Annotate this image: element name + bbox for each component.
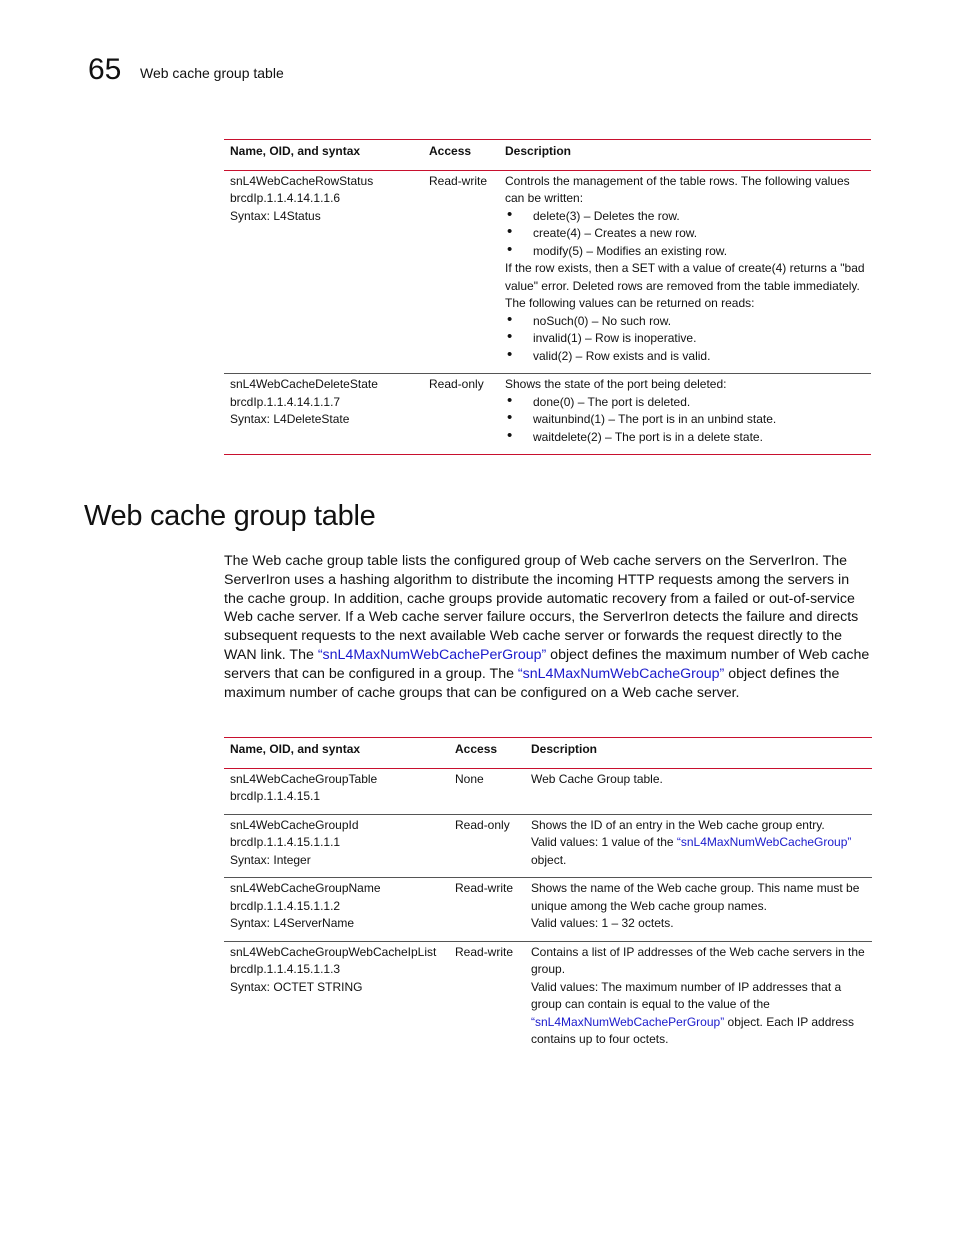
access-cell: Read-only xyxy=(455,817,510,832)
table-row xyxy=(224,768,872,814)
valid-values-text: object. xyxy=(531,852,567,867)
object-syntax: Syntax: L4ServerName xyxy=(230,916,355,930)
object-name-cell xyxy=(224,374,423,455)
list-item: • invalid(1) – Row is inoperative. xyxy=(505,330,865,348)
object-syntax: Syntax: L4DeleteState xyxy=(230,412,350,426)
object-name: snL4WebCacheGroupName xyxy=(230,881,381,895)
table-row xyxy=(224,170,871,374)
object-oid: brcdIp.1.1.4.15.1.1.2 xyxy=(230,898,341,913)
list-item: • create(4) – Creates a new row. xyxy=(505,225,865,243)
description-text: Shows the state of the port being deleted: xyxy=(505,377,727,391)
paragraph-text: The Web cache group table lists the configured group of Web cache servers on the ServerIron. The ServerIron uses a hashing algorithm to distribute the incoming HTTP requests among the servers in the cache group. In addition, cache groups provide automatic recovery from a failed or out-of-service Web cache server. If a Web cache server failure occurs, the ServerIron detects the failure and directs subsequent requests to the next available Web cache server or forwards the request directly to the WAN link. The xyxy=(224,553,859,663)
object-oid: brcdIp.1.1.4.15.1 xyxy=(230,789,321,803)
object-oid: brcdIp.1.1.4.15.1.1.3 xyxy=(230,962,341,976)
object-name-cell xyxy=(224,941,449,1057)
access-cell: Read-write xyxy=(429,173,488,188)
table-row xyxy=(224,814,872,878)
list-item: • valid(2) – Row exists and is valid. xyxy=(505,348,865,366)
description-cell xyxy=(525,814,872,878)
object-name: snL4WebCacheDeleteState xyxy=(230,377,378,391)
object-syntax: Syntax: OCTET STRING xyxy=(230,979,363,994)
column-header-name: Name, OID, and syntax xyxy=(230,742,361,756)
link-max-per-group[interactable]: “snL4MaxNumWebCachePerGroup” xyxy=(317,646,547,663)
running-header-title: Web cache group table xyxy=(140,65,284,81)
bullet-list xyxy=(505,313,865,366)
description-text: Shows the ID of an entry in the Web cache group entry. xyxy=(531,817,825,832)
description-text: Shows the name of the Web cache group. This name must be unique among the Web cache group names. xyxy=(531,881,860,913)
list-item: • waitdelete(2) – The port is in a delete state. xyxy=(505,429,865,447)
object-name-cell xyxy=(224,878,449,942)
valid-values-text: Valid values: 1 value of the xyxy=(531,835,677,849)
description-cell xyxy=(499,374,871,455)
valid-values xyxy=(531,979,866,1049)
valid-values xyxy=(531,834,866,869)
list-item: • done(0) – The port is deleted. xyxy=(505,394,865,412)
paragraph-text: object defines the maximum number of Web cache servers that can be configured in a group. The xyxy=(224,646,870,682)
object-name: snL4WebCacheGroupWebCacheIpList xyxy=(230,944,437,959)
object-name: snL4WebCacheGroupId xyxy=(230,817,359,832)
object-oid: brcdIp.1.1.4.14.1.1.6 xyxy=(230,191,341,205)
object-oid: brcdIp.1.1.4.14.1.1.7 xyxy=(230,394,341,409)
bullet-list xyxy=(505,208,865,261)
object-name: snL4WebCacheGroupTable xyxy=(230,771,378,786)
valid-values-text: object. Each IP address contains up to four octets. xyxy=(531,1014,855,1046)
table-header-row xyxy=(224,738,872,769)
link-max-group[interactable]: “snL4MaxNumWebCacheGroup” xyxy=(676,835,852,849)
column-header-access: Access xyxy=(429,144,472,158)
description-cell xyxy=(525,941,872,1057)
column-header-name: Name, OID, and syntax xyxy=(230,144,361,158)
table-row xyxy=(224,374,871,455)
access-cell: Read-only xyxy=(429,377,484,391)
object-name-cell xyxy=(224,170,423,374)
link-max-per-group[interactable]: “snL4MaxNumWebCachePerGroup” xyxy=(531,1014,725,1029)
valid-values-text: Valid values: The maximum number of IP addresses that a group can contain is equal to the value of the xyxy=(531,979,842,1011)
access-cell: Read-write xyxy=(455,944,514,959)
description-cell: Web Cache Group table. xyxy=(531,771,663,786)
valid-values: Valid values: 1 – 32 octets. xyxy=(531,916,674,930)
section-paragraph xyxy=(224,552,872,702)
column-header-access: Access xyxy=(455,742,498,756)
table-row xyxy=(224,878,872,942)
table-header-row xyxy=(224,140,871,171)
chapter-number: 65 xyxy=(88,53,122,86)
access-cell: Read-write xyxy=(455,881,514,895)
description-cell xyxy=(499,170,871,374)
bullet-list xyxy=(505,394,865,447)
description-text: Contains a list of IP addresses of the Web cache servers in the group. xyxy=(531,944,865,976)
object-name-cell xyxy=(224,814,449,878)
list-item: • modify(5) – Modifies an existing row. xyxy=(505,243,865,261)
object-oid: brcdIp.1.1.4.15.1.1.1 xyxy=(230,835,341,849)
description-text: Controls the management of the table rows. The following values can be written: xyxy=(505,173,850,205)
list-item: • waitunbind(1) – The port is in an unbind state. xyxy=(505,411,865,429)
list-item: • delete(3) – Deletes the row. xyxy=(505,208,865,226)
table-row xyxy=(224,941,872,1057)
access-cell: None xyxy=(455,771,484,786)
description-note: If the row exists, then a SET with a value of create(4) returns a "bad value" error. Deleted rows are removed from the table immediately. xyxy=(505,261,865,293)
mib-table-webcache xyxy=(224,139,871,455)
paragraph-text: object defines the maximum number of cache groups that can be configured on a Web cache server. xyxy=(224,665,840,701)
object-name-cell xyxy=(224,768,449,814)
object-name: snL4WebCacheRowStatus xyxy=(230,173,374,188)
column-header-description: Description xyxy=(531,742,598,756)
section-heading: Web cache group table xyxy=(84,500,376,532)
object-syntax: Syntax: L4Status xyxy=(230,208,321,223)
description-text: The following values can be returned on reads: xyxy=(505,296,755,310)
mib-table-webcache-group xyxy=(224,737,872,1057)
description-cell xyxy=(525,878,872,942)
object-syntax: Syntax: Integer xyxy=(230,852,311,867)
list-item: • noSuch(0) – No such row. xyxy=(505,313,865,331)
column-header-description: Description xyxy=(505,144,572,158)
link-max-group[interactable]: “snL4MaxNumWebCacheGroup” xyxy=(517,665,725,682)
